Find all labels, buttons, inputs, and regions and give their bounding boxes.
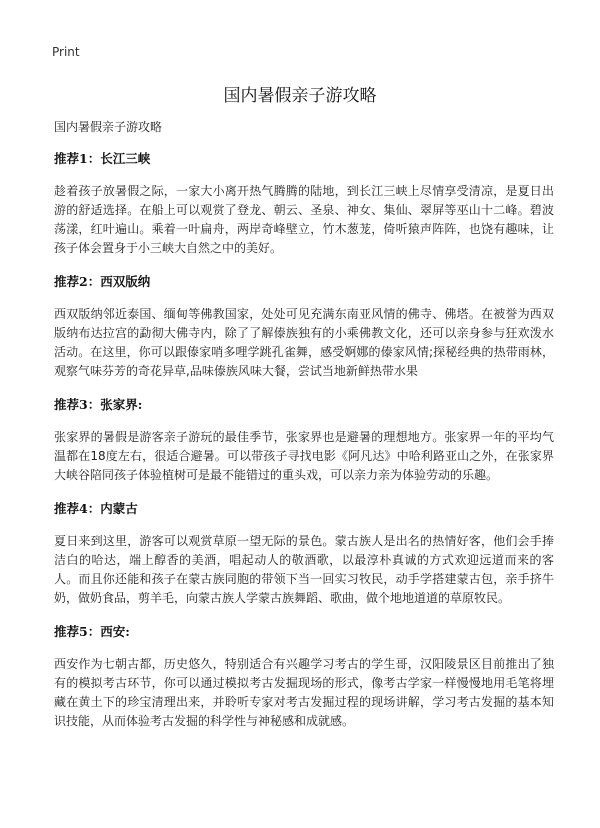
section-heading: 推荐1：长江三峡 [54,151,151,166]
section-heading: 推荐4：内蒙古 [54,501,138,516]
section-heading: 推荐5：西安: [54,624,130,639]
article-content [54,118,554,746]
section-zhangjiajie [54,396,554,485]
section-body: 张家界的暑假是游客亲子游玩的最佳季节，张家界也是避暑的理想地方。张家界一年的平均气温都在18度左右，很适合避暑。可以带孩子寻找电影《阿凡达》中哈利路亚山之外，在张家界大峡谷陪同孩子体验植树可是最不能错过的重头戏，可以亲力亲为体验劳动的乐趣。 [54,430,554,482]
section-body: 趁着孩子放暑假之际，一家大小离开热气腾腾的陆地，到长江三峡上尽情享受清凉，是夏日出游的舒适选择。在船上可以观赏了登龙、朝云、圣泉、神女、集仙、翠屏等巫山十二峰。碧波荡漾，红叶遍山。乘着一叶扁舟，两岸奇峰壁立，竹木葱茏，倚听猿声阵阵，也饶有趣味，让孩子体会置身于小三峡大自然之中的美好。 [54,184,554,255]
section-xian [54,623,554,731]
page-title: 国内暑假亲子游攻略 [223,86,377,106]
section-heading: 推荐2：西双版纳 [54,274,151,289]
section-body: 夏日来到这里，游客可以观赏草原一望无际的景色。蒙古族人是出名的热情好客，他们会手捧洁白的哈达，端上醇香的美酒，唱起动人的敬酒歌，以最淳朴真诚的方式欢迎远道而来的客人。而且你还能和孩子在蒙古族同胞的带领下当一回实习牧民，动手学搭建蒙古包，亲手挤牛奶，做奶食品，剪羊毛，向蒙古族人学蒙古族舞蹈、歌曲，做个地地道道的草原牧民。 [54,534,554,605]
print-link[interactable]: Print [52,45,80,59]
section-heading: 推荐3：张家界: [54,397,143,412]
article-subtitle: 国内暑假亲子游攻略 [54,120,163,134]
section-body: 西安作为七朝古都，历史悠久，特别适合有兴趣学习考古的学生哥，汉阳陵景区目前推出了独有的模拟考古环节，你可以通过模拟考古发掘现场的形式，像考古学家一样慢慢地用毛笔将埋藏在黄土下的珍宝清理出来，并聆听专家对考古发掘过程的现场讲解，学习考古发掘的基本知识技能，从而体验考古发掘的科学性与神秘感和成就感。 [54,657,554,728]
section-neimenggu [54,500,554,608]
section-xishuangbanna [54,273,554,381]
section-changjiang-sanxia [54,150,554,258]
section-body: 西双版纳邻近泰国、缅甸等佛教国家，处处可见充满东南亚风情的佛寺、佛塔。在被誉为西双版纳布达拉宫的勐彻大佛寺内，除了了解傣族独有的小乘佛教文化，还可以亲身参与狂欢泼水活动。在这里，你可以跟傣家哨多哩学跳孔雀舞，感受婀娜的傣家风情;探秘经典的热带雨林，观察气味芬芳的奇花异草,品味傣族风味大餐，尝试当地新鲜热带水果 [54,307,554,378]
